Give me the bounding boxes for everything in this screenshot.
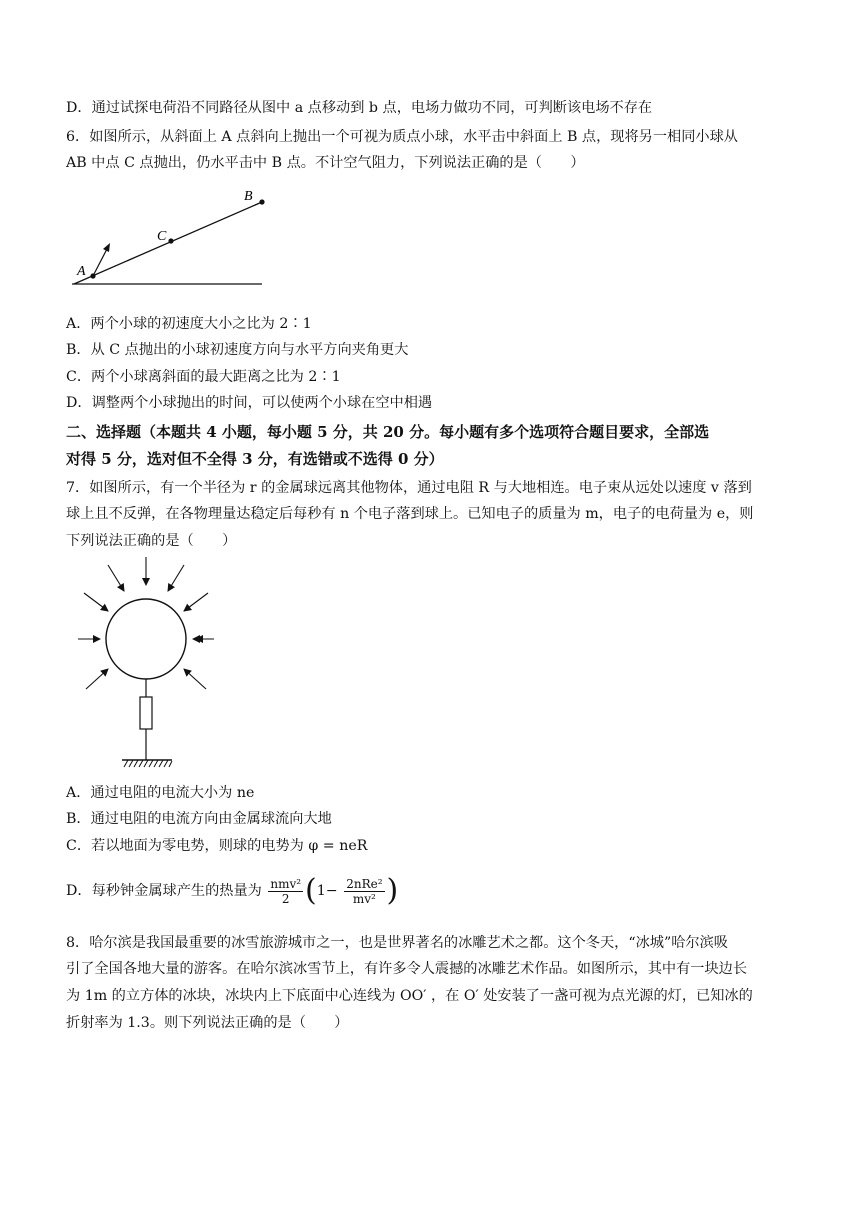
fraction-1-denominator: 2 bbox=[281, 891, 290, 906]
q7-stem-line-2: 球上且不反弹，在各物理量达稳定后每秒有 n 个电子落到球上。已知电子的质量为 m，电子的电荷量为 e，则 bbox=[66, 506, 754, 522]
point-c bbox=[168, 238, 173, 243]
q7-option-d: D．每秒钟金属球产生的热量为 $\frac{\text{nmv²}}{2}$ (1− $\frac{\text{2nRe²}}{\text{mv²}}$ ) bbox=[66, 873, 399, 908]
q5-option-d: D．通过试探电荷沿不同路径从图中 a 点移动到 b 点，电场力做功不同，可判断该电场不存在 bbox=[66, 100, 653, 116]
ground-hatching bbox=[124, 760, 172, 767]
fraction-2-numerator: 2nRe² bbox=[346, 876, 383, 891]
fraction-1-numerator: nmv² bbox=[270, 876, 302, 891]
section-2-heading-line-2: 对得 5 分，选对但不全得 3 分，有选错或不选得 0 分） bbox=[66, 450, 444, 468]
fraction-2-denominator: mv² bbox=[352, 891, 376, 906]
q7-option-b: B．通过电阻的电流方向由金属球流向大地 bbox=[66, 811, 332, 827]
section-2-heading-line-1: 二、选择题（本题共 4 小题，每小题 5 分，共 20 分。每小题有多个选项符合题目要求，全部选 bbox=[66, 423, 710, 441]
metal-sphere bbox=[106, 599, 186, 679]
q6-stem-line-2: AB 中点 C 点抛出，仍水平击中 B 点。不计空气阻力，下列说法正确的是（ ） bbox=[66, 155, 585, 171]
resistor bbox=[140, 697, 152, 729]
q7-option-d-fraction-2 bbox=[344, 877, 384, 906]
q7-stem-line-1: 7．如图所示，有一个半径为 r 的金属球远离其他物体，通过电阻 R 与大地相连。电子束从远处以速度 v 落到 bbox=[66, 480, 752, 496]
q8-stem-line-4: 折射率为 1.3。则下列说法正确的是（ ） bbox=[66, 1015, 349, 1031]
label-b: B bbox=[244, 189, 253, 204]
incline-line bbox=[74, 202, 262, 284]
label-a: A bbox=[77, 264, 86, 279]
q6-incline-figure bbox=[66, 185, 276, 290]
q7-option-c: C．若以地面为零电势，则球的电势为 φ = neR bbox=[66, 838, 368, 854]
label-c: C bbox=[157, 229, 167, 244]
q7-option-a: A．通过电阻的电流大小为 ne bbox=[66, 785, 255, 801]
q7-option-d-fraction-1 bbox=[268, 877, 303, 906]
launch-arrow-head bbox=[103, 243, 110, 252]
q7-sphere-figure bbox=[70, 555, 230, 773]
q8-stem-line-2: 引了全国各地大量的游客。在哈尔滨冰雪节上，有许多令人震撼的冰雕艺术作品。如图所示，其中有一块边长 bbox=[66, 961, 748, 977]
q7-option-d-prefix: D．每秒钟金属球产生的热量为 bbox=[66, 883, 262, 899]
q6-option-a: A．两个小球的初速度大小之比为 2∶1 bbox=[66, 316, 312, 332]
q6-option-c: C．两个小球离斜面的最大距离之比为 2∶1 bbox=[66, 369, 341, 385]
q7-option-d-one-minus: 1− bbox=[316, 883, 338, 899]
q6-stem-line-1: 6．如图所示，从斜面上 A 点斜向上抛出一个可视为质点小球，水平击中斜面上 B 点，现将另一相同小球从 bbox=[66, 129, 738, 145]
q6-option-b: B．从 C 点抛出的小球初速度方向与水平方向夹角更大 bbox=[66, 342, 409, 358]
launch-arrow bbox=[93, 247, 108, 276]
q8-stem-line-3: 为 1m 的立方体的冰块，冰块内上下底面中心连线为 OO′ ，在 O′ 处安装了一盏可视为点光源的灯，已知冰的 bbox=[66, 988, 753, 1004]
q7-stem-line-3: 下列说法正确的是（ ） bbox=[66, 533, 237, 549]
q8-stem-line-1: 8．哈尔滨是我国最重要的冰雪旅游城市之一，也是世界著名的冰雕艺术之都。这个冬天，“冰城”哈尔滨吸 bbox=[66, 935, 728, 951]
electron-beam-arrows bbox=[78, 557, 214, 689]
q6-option-d: D．调整两个小球抛出的时间，可以使两个小球在空中相遇 bbox=[66, 395, 433, 411]
point-b bbox=[259, 199, 264, 204]
